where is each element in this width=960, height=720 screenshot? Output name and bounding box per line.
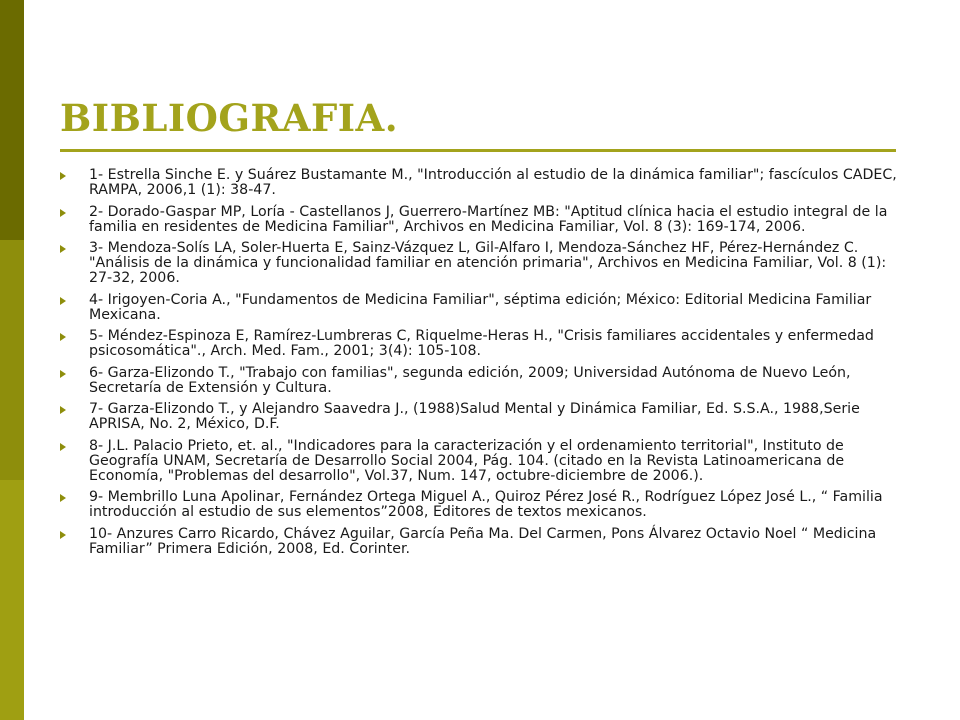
reference-item bbox=[60, 527, 900, 557]
reference-text: 1- Estrella Sinche E. y Suárez Bustamante M., "Introducción al estudio de la dinámica familiar"; fascículos CADEC, RAMPA, 2006,1 (1): 38-47. bbox=[89, 167, 897, 198]
reference-list bbox=[60, 168, 900, 563]
triangle-right-icon bbox=[60, 531, 66, 539]
reference-text: 9- Membrillo Luna Apolinar, Fernández Ortega Miguel A., Quiroz Pérez José R., Rodríguez López José L., “ Familia introducción al estudio de sus elementos”2008, Editores de textos mexicanos. bbox=[89, 489, 883, 520]
title-underline bbox=[60, 149, 896, 152]
triangle-right-icon bbox=[60, 494, 66, 502]
reference-text: 10- Anzures Carro Ricardo, Chávez Aguilar, García Peña Ma. Del Carmen, Pons Álvarez Octavio Noel “ Medicina Familiar” Primera Edición, 2008, Ed. Corinter. bbox=[89, 525, 877, 557]
reference-text: 7- Garza-Elizondo T., y Alejandro Saavedra J., (1988)Salud Mental y Dinámica Familiar, Ed. S.S.A., 1988,Serie APRISA, No. 2, México, D.F. bbox=[89, 401, 860, 432]
triangle-right-icon bbox=[60, 333, 66, 341]
reference-item bbox=[60, 366, 900, 396]
triangle-right-icon bbox=[60, 297, 66, 305]
side-bar-segment-light bbox=[0, 480, 24, 720]
triangle-right-icon bbox=[60, 406, 66, 414]
reference-item bbox=[60, 293, 900, 323]
side-bar-segment-mid bbox=[0, 240, 24, 480]
reference-text: 8- J.L. Palacio Prieto, et. al., "Indicadores para la caracterización y el ordenamiento territorial", Instituto de Geografía UNAM, Secretaría de Desarrollo Social 2004, Pág. 104. (citado en la Revista Latinoamericana de Economía, "Problemas del desarrollo", Vol.37, Num. 147, octubre-diciembre de 2006.). bbox=[89, 437, 845, 484]
triangle-right-icon bbox=[60, 370, 66, 378]
reference-text: 6- Garza-Elizondo T., "Trabajo con familias", segunda edición, 2009; Universidad Autónoma de Nuevo León, Secretaría de Extensión y Cultura. bbox=[89, 364, 851, 396]
reference-item bbox=[60, 402, 900, 432]
reference-text: 2- Dorado-Gaspar MP, Loría - Castellanos J, Guerrero-Martínez MB: "Aptitud clínica hacia el estudio integral de la familia en residentes de Medicina Familiar", Archivos en Medicina Familiar, Vol. 8 (3): 169-174, 2006. bbox=[89, 203, 888, 235]
triangle-right-icon bbox=[60, 209, 66, 217]
reference-item bbox=[60, 490, 900, 520]
side-bar bbox=[0, 0, 24, 720]
reference-text: 4- Irigoyen-Coria A., "Fundamentos de Medicina Familiar", séptima edición; México: Editorial Medicina Familiar Mexicana. bbox=[89, 291, 872, 323]
side-bar-segment-dark bbox=[0, 0, 24, 240]
triangle-right-icon bbox=[60, 172, 66, 180]
reference-item bbox=[60, 329, 900, 359]
triangle-right-icon bbox=[60, 245, 66, 253]
reference-item bbox=[60, 241, 900, 286]
triangle-right-icon bbox=[60, 443, 66, 451]
reference-text: 5- Méndez-Espinoza E, Ramírez-Lumbreras C, Riquelme-Heras H., "Crisis familiares accidentales y enfermedad psicosomática"., Arch. Med. Fam., 2001; 3(4): 105-108. bbox=[89, 328, 874, 359]
slide-title: BIBLIOGRAFIA. bbox=[60, 96, 399, 140]
reference-text: 3- Mendoza-Solís LA, Soler-Huerta E, Sainz-Vázquez L, Gil-Alfaro I, Mendoza-Sánchez HF, Pérez-Hernández C. "Análisis de la dinámica y funcionalidad familiar en atención primaria", Archivos en Medicina Familiar, Vol. 8 (1): 27-32, 2006. bbox=[89, 240, 887, 286]
reference-item bbox=[60, 439, 900, 484]
reference-item bbox=[60, 168, 900, 198]
reference-item bbox=[60, 205, 900, 235]
